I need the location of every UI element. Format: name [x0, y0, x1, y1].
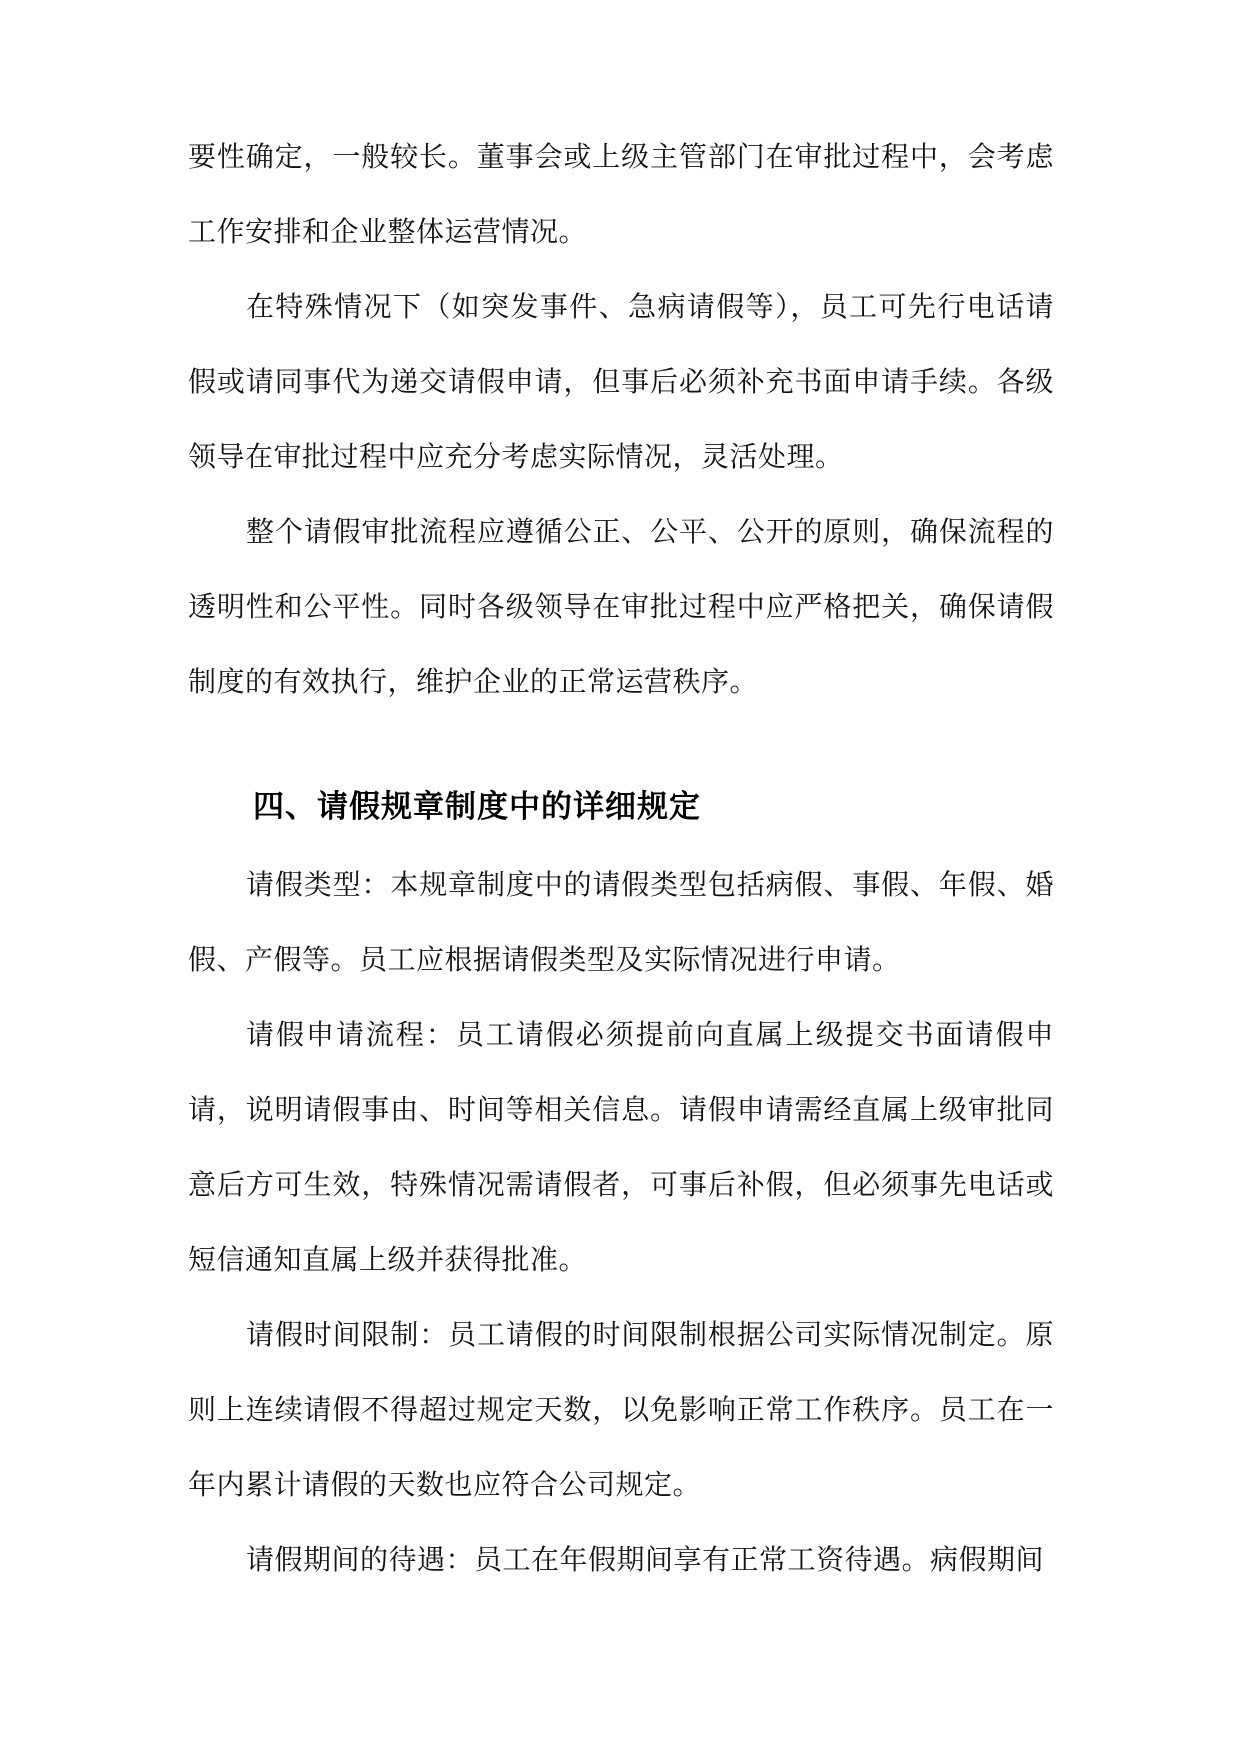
section-heading: 四、请假规章制度中的详细规定	[253, 789, 701, 825]
paragraph-leave-pay: 请假期间的待遇：员工在年假期间享有正常工资待遇。病假期间	[246, 1543, 1045, 1576]
paragraph-special-cases: 在特殊情况下（如突发事件、急病请假等），员工可先行电话请假或请同事代为递交请假申请，但事后必须补充书面申请手续。各级领导在审批过程中应充分考虑实际情况，灵活处理。	[188, 290, 1054, 473]
paragraph-approval-principles: 整个请假审批流程应遵循公正、公平、公开的原则，确保流程的透明性和公平性。同时各级领导在审批过程中应严格把关，确保请假制度的有效执行，维护企业的正常运营秩序。	[188, 515, 1054, 698]
paragraph-leave-types: 请假类型：本规章制度中的请假类型包括病假、事假、年假、婚假、产假等。员工应根据请假类型及实际情况进行申请。	[188, 868, 1054, 976]
paragraph-time-limits: 请假时间限制：员工请假的时间限制根据公司实际情况制定。原则上连续请假不得超过规定天数，以免影响正常工作秩序。员工在一年内累计请假的天数也应符合公司规定。	[188, 1318, 1054, 1501]
paragraph-application-process: 请假申请流程：员工请假必须提前向直属上级提交书面请假申请，说明请假事由、时间等相关信息。请假申请需经直属上级审批同意后方可生效，特殊情况需请假者，可事后补假，但必须事先电话或短信通知直属上级并获得批准。	[188, 1018, 1054, 1276]
paragraph-continuation: 要性确定，一般较长。董事会或上级主管部门在审批过程中，会考虑工作安排和企业整体运营情况。	[188, 140, 1054, 248]
